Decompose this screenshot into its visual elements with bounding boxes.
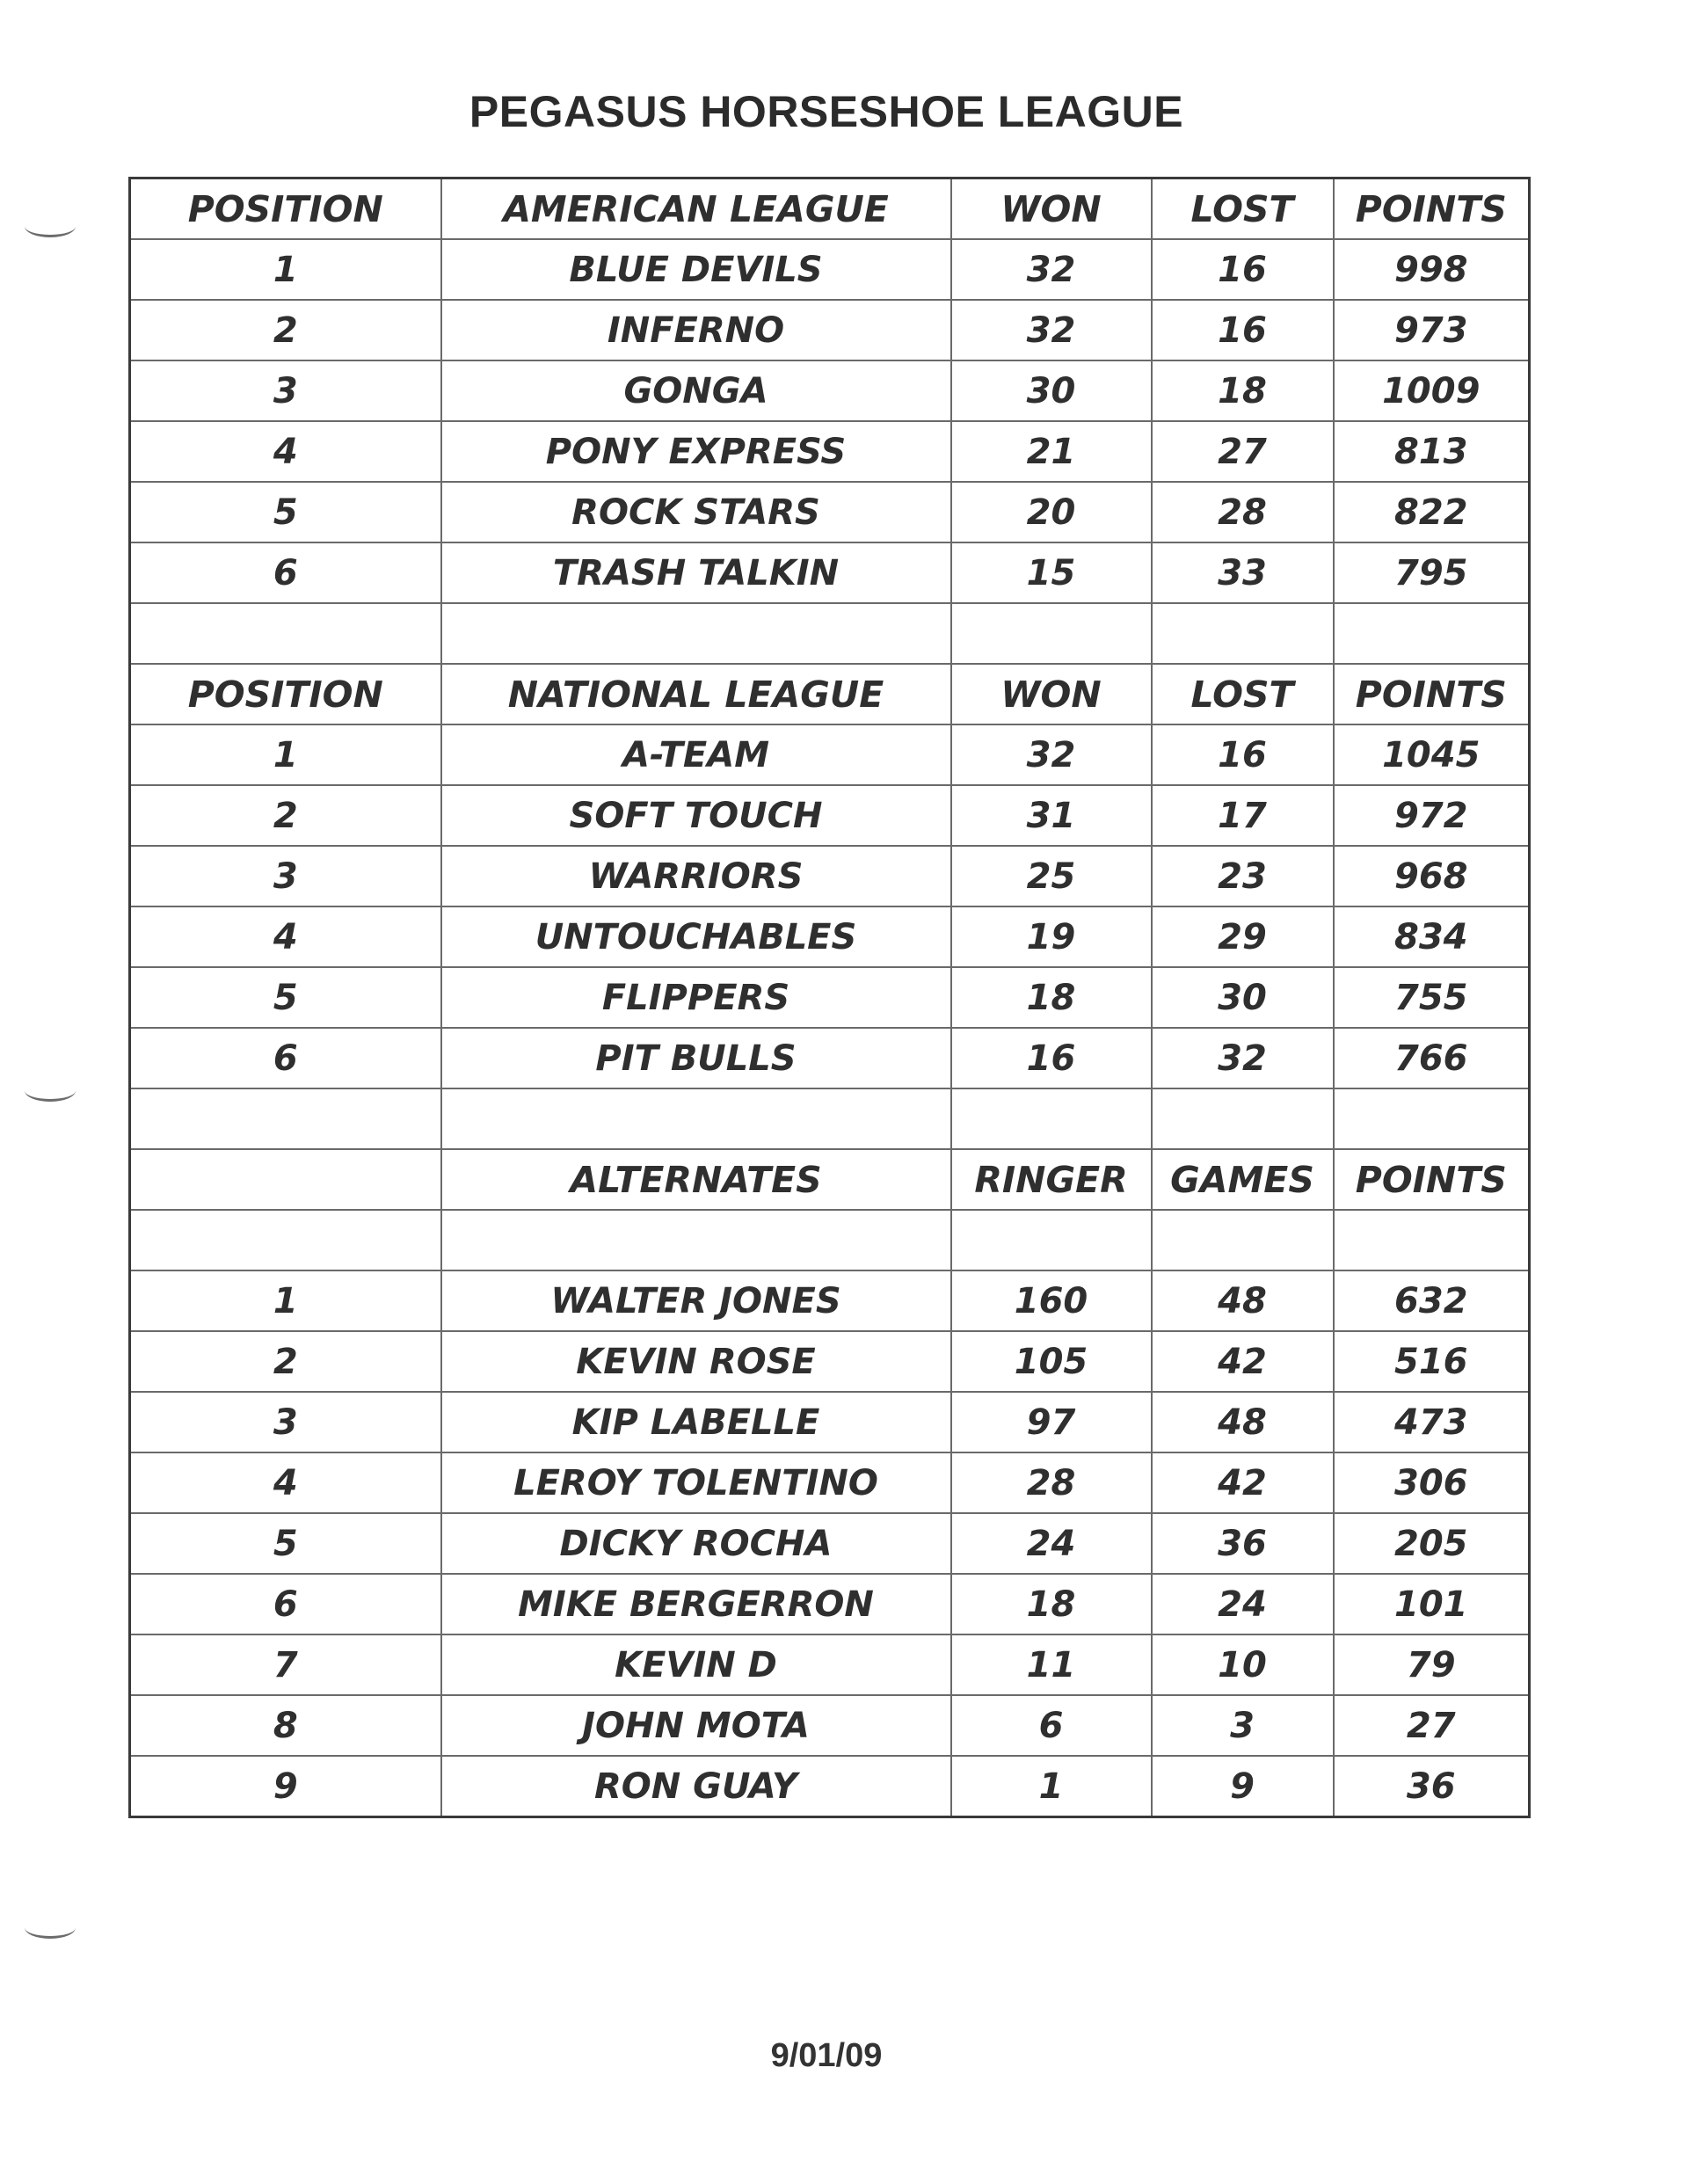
table-row: [130, 1270, 1530, 1331]
points-cell: 36: [1334, 1756, 1530, 1817]
won-cell: 25: [951, 846, 1152, 906]
points-cell: 998: [1334, 239, 1530, 300]
header-cell: LOST: [1152, 664, 1334, 724]
lost-cell: 28: [1152, 482, 1334, 542]
team-cell: UNTOUCHABLES: [441, 906, 951, 967]
team-cell: BLUE DEVILS: [441, 239, 951, 300]
won-cell: 15: [951, 542, 1152, 603]
position-cell: 5: [130, 1513, 441, 1574]
header-cell: LOST: [1152, 178, 1334, 240]
position-cell: 4: [130, 906, 441, 967]
header-cell: ALTERNATES: [441, 1149, 951, 1210]
empty-cell: [130, 1088, 441, 1149]
won-cell: 32: [951, 724, 1152, 785]
points-cell: 795: [1334, 542, 1530, 603]
national-league-header-row: [130, 664, 1530, 724]
points-cell: 516: [1334, 1331, 1530, 1392]
lost-cell: 23: [1152, 846, 1334, 906]
points-cell: 632: [1334, 1270, 1530, 1331]
won-cell: 19: [951, 906, 1152, 967]
table-row: [130, 542, 1530, 603]
punch-hole-mark: [25, 215, 76, 237]
table-row: [130, 300, 1530, 360]
player-cell: WALTER JONES: [441, 1270, 951, 1331]
points-cell: 79: [1334, 1634, 1530, 1695]
position-cell: 3: [130, 360, 441, 421]
american-league-header-row: [130, 178, 1530, 240]
ringer-cell: 24: [951, 1513, 1152, 1574]
games-cell: 48: [1152, 1270, 1334, 1331]
lost-cell: 32: [1152, 1028, 1334, 1088]
header-cell: AMERICAN LEAGUE: [441, 178, 951, 240]
player-cell: KIP LABELLE: [441, 1392, 951, 1452]
header-cell: POSITION: [130, 664, 441, 724]
table-row: [130, 482, 1530, 542]
empty-cell: [951, 1088, 1152, 1149]
position-cell: 5: [130, 967, 441, 1028]
position-cell: 2: [130, 785, 441, 846]
position-cell: 7: [130, 1634, 441, 1695]
document-date: 9/01/09: [770, 2037, 883, 2074]
lost-cell: 30: [1152, 967, 1334, 1028]
table-row: [130, 1756, 1530, 1817]
games-cell: 42: [1152, 1331, 1334, 1392]
position-cell: 6: [130, 1574, 441, 1634]
empty-cell: [1334, 1088, 1530, 1149]
position-cell: 9: [130, 1756, 441, 1817]
lost-cell: 33: [1152, 542, 1334, 603]
team-cell: PONY EXPRESS: [441, 421, 951, 482]
table-row: [130, 1028, 1530, 1088]
table-row: [130, 421, 1530, 482]
points-cell: 822: [1334, 482, 1530, 542]
points-cell: 306: [1334, 1452, 1530, 1513]
empty-cell: [1334, 603, 1530, 664]
points-cell: 101: [1334, 1574, 1530, 1634]
standings-table: [128, 177, 1531, 1818]
ringer-cell: 105: [951, 1331, 1152, 1392]
table-row: [130, 967, 1530, 1028]
team-cell: INFERNO: [441, 300, 951, 360]
games-cell: 10: [1152, 1634, 1334, 1695]
player-cell: RON GUAY: [441, 1756, 951, 1817]
player-cell: MIKE BERGERRON: [441, 1574, 951, 1634]
punch-hole-mark: [25, 1917, 76, 1939]
empty-cell: [441, 1210, 951, 1270]
points-cell: 813: [1334, 421, 1530, 482]
table-row: [130, 846, 1530, 906]
table-row: [130, 1513, 1530, 1574]
games-cell: 36: [1152, 1513, 1334, 1574]
won-cell: 30: [951, 360, 1152, 421]
position-cell: 1: [130, 724, 441, 785]
games-cell: 48: [1152, 1392, 1334, 1452]
ringer-cell: 97: [951, 1392, 1152, 1452]
empty-cell: [951, 1210, 1152, 1270]
points-cell: 205: [1334, 1513, 1530, 1574]
player-cell: JOHN MOTA: [441, 1695, 951, 1756]
table-row: [130, 1695, 1530, 1756]
empty-cell: [130, 603, 441, 664]
points-cell: 968: [1334, 846, 1530, 906]
table-row: [130, 724, 1530, 785]
lost-cell: 29: [1152, 906, 1334, 967]
position-cell: 6: [130, 1028, 441, 1088]
position-cell: 4: [130, 421, 441, 482]
won-cell: 32: [951, 239, 1152, 300]
empty-cell: [1334, 1210, 1530, 1270]
empty-cell: [441, 1088, 951, 1149]
empty-row: [130, 1088, 1530, 1149]
position-cell: 6: [130, 542, 441, 603]
page-title: PEGASUS HORSESHOE LEAGUE: [469, 87, 1184, 136]
points-cell: 1045: [1334, 724, 1530, 785]
lost-cell: 18: [1152, 360, 1334, 421]
team-cell: A-TEAM: [441, 724, 951, 785]
won-cell: 21: [951, 421, 1152, 482]
header-cell: [130, 1149, 441, 1210]
empty-cell: [951, 603, 1152, 664]
lost-cell: 16: [1152, 300, 1334, 360]
position-cell: 1: [130, 239, 441, 300]
games-cell: 24: [1152, 1574, 1334, 1634]
lost-cell: 27: [1152, 421, 1334, 482]
header-cell: POINTS: [1334, 664, 1530, 724]
points-cell: 473: [1334, 1392, 1530, 1452]
header-cell: NATIONAL LEAGUE: [441, 664, 951, 724]
position-cell: 4: [130, 1452, 441, 1513]
empty-row: [130, 603, 1530, 664]
table-row: [130, 360, 1530, 421]
position-cell: 2: [130, 300, 441, 360]
ringer-cell: 28: [951, 1452, 1152, 1513]
position-cell: 3: [130, 846, 441, 906]
table-row: [130, 785, 1530, 846]
player-cell: LEROY TOLENTINO: [441, 1452, 951, 1513]
lost-cell: 16: [1152, 239, 1334, 300]
games-cell: 3: [1152, 1695, 1334, 1756]
ringer-cell: 6: [951, 1695, 1152, 1756]
position-cell: 2: [130, 1331, 441, 1392]
position-cell: 3: [130, 1392, 441, 1452]
punch-hole-mark: [25, 1080, 76, 1102]
ringer-cell: 11: [951, 1634, 1152, 1695]
empty-cell: [441, 603, 951, 664]
won-cell: 20: [951, 482, 1152, 542]
ringer-cell: 1: [951, 1756, 1152, 1817]
ringer-cell: 160: [951, 1270, 1152, 1331]
table-row: [130, 1331, 1530, 1392]
header-cell: POSITION: [130, 178, 441, 240]
points-cell: 1009: [1334, 360, 1530, 421]
points-cell: 834: [1334, 906, 1530, 967]
points-cell: 27: [1334, 1695, 1530, 1756]
team-cell: WARRIORS: [441, 846, 951, 906]
games-cell: 42: [1152, 1452, 1334, 1513]
team-cell: ROCK STARS: [441, 482, 951, 542]
lost-cell: 16: [1152, 724, 1334, 785]
empty-row: [130, 1210, 1530, 1270]
position-cell: 1: [130, 1270, 441, 1331]
header-cell: WON: [951, 178, 1152, 240]
empty-cell: [1152, 1088, 1334, 1149]
points-cell: 766: [1334, 1028, 1530, 1088]
team-cell: TRASH TALKIN: [441, 542, 951, 603]
header-cell: POINTS: [1334, 1149, 1530, 1210]
player-cell: KEVIN ROSE: [441, 1331, 951, 1392]
table-row: [130, 1574, 1530, 1634]
won-cell: 16: [951, 1028, 1152, 1088]
team-cell: GONGA: [441, 360, 951, 421]
alternates-header-row: [130, 1149, 1530, 1210]
table-row: [130, 906, 1530, 967]
position-cell: 5: [130, 482, 441, 542]
empty-cell: [1152, 603, 1334, 664]
won-cell: 18: [951, 967, 1152, 1028]
empty-cell: [1152, 1210, 1334, 1270]
position-cell: 8: [130, 1695, 441, 1756]
header-cell: RINGER: [951, 1149, 1152, 1210]
points-cell: 755: [1334, 967, 1530, 1028]
table-row: [130, 1634, 1530, 1695]
table-row: [130, 1392, 1530, 1452]
won-cell: 32: [951, 300, 1152, 360]
ringer-cell: 18: [951, 1574, 1152, 1634]
table-row: [130, 1452, 1530, 1513]
player-cell: DICKY ROCHA: [441, 1513, 951, 1574]
lost-cell: 17: [1152, 785, 1334, 846]
header-cell: WON: [951, 664, 1152, 724]
points-cell: 972: [1334, 785, 1530, 846]
header-cell: GAMES: [1152, 1149, 1334, 1210]
player-cell: KEVIN D: [441, 1634, 951, 1695]
header-cell: POINTS: [1334, 178, 1530, 240]
table-row: [130, 239, 1530, 300]
team-cell: SOFT TOUCH: [441, 785, 951, 846]
team-cell: FLIPPERS: [441, 967, 951, 1028]
points-cell: 973: [1334, 300, 1530, 360]
games-cell: 9: [1152, 1756, 1334, 1817]
won-cell: 31: [951, 785, 1152, 846]
team-cell: PIT BULLS: [441, 1028, 951, 1088]
empty-cell: [130, 1210, 441, 1270]
